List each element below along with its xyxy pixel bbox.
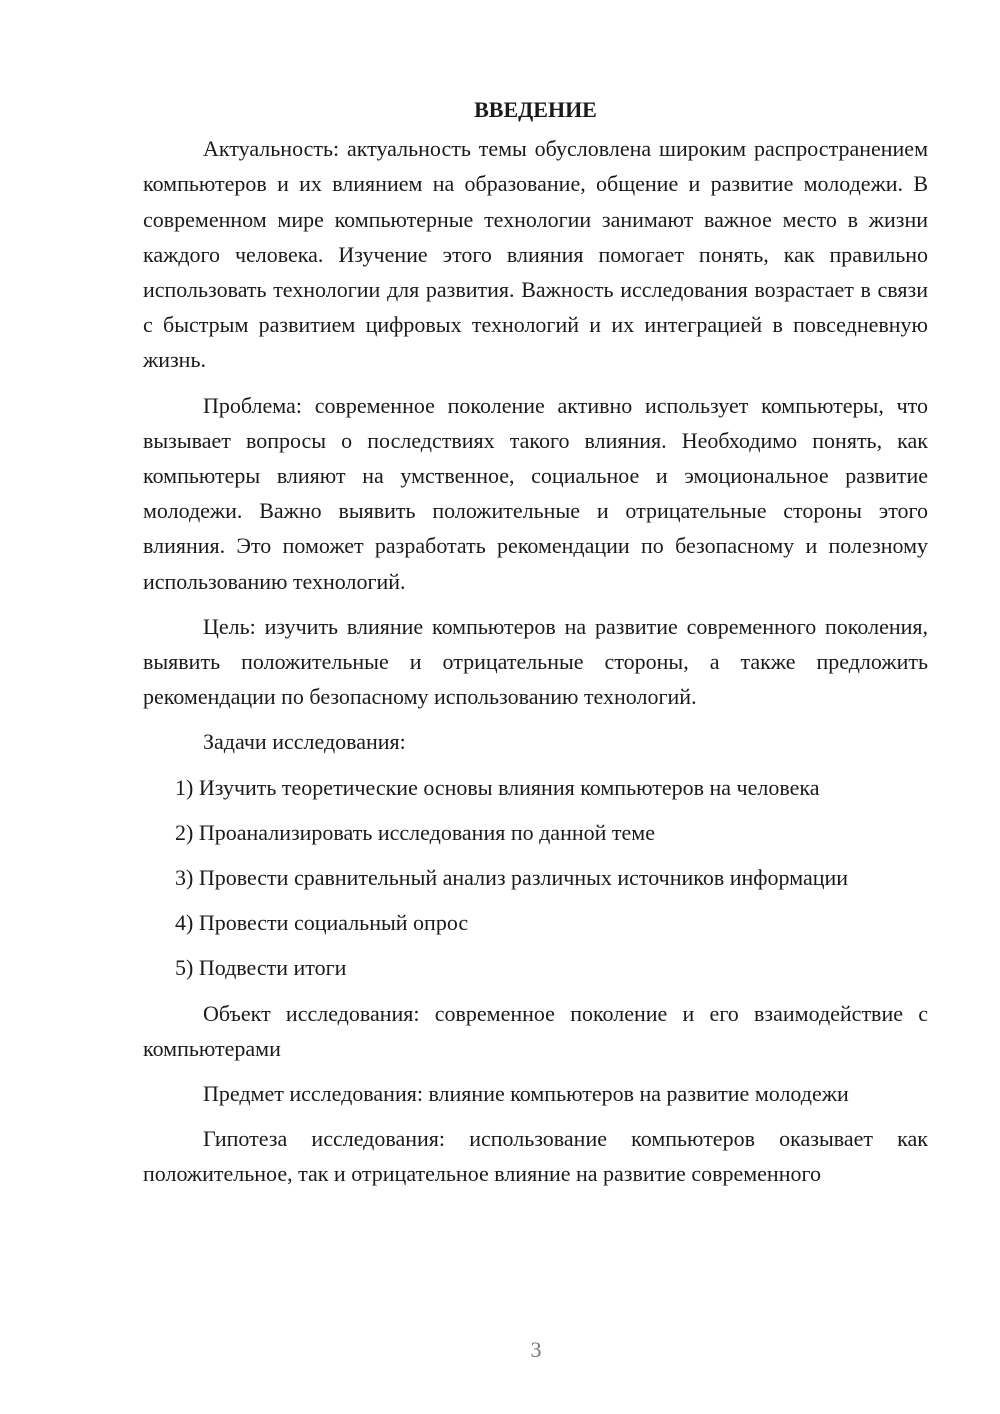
page-title: ВВЕДЕНИЕ	[474, 97, 597, 122]
page-content	[143, 92, 928, 1202]
task-item: 2) Проанализировать исследования по данной теме	[175, 819, 655, 845]
task-item: 3) Провести сравнительный анализ различных источников информации	[175, 865, 849, 891]
paragraph-problem: Проблема: современное поколение активно использует компьютеры, что вызывает вопросы о последствиях такого влияния. Необходимо понять, как компьютеры влияют на умственное, социальное и эмоциональное развитие молодежи. Важно выявить положительные и отрицательные стороны этого влияния. Это поможет разработать рекомендации по безопасному и полезному использованию технологий.	[143, 392, 928, 594]
task-item: 5) Подвести итоги	[175, 955, 347, 981]
paragraph-goal: Цель: изучить влияние компьютеров на развитие современного поколения, выявить положительные и отрицательные стороны, а также предложить рекомендации по безопасному использованию технологий.	[143, 613, 928, 710]
paragraph-object: Объект исследования: современное поколение и его взаимодействие с компьютерами	[143, 1000, 928, 1061]
task-item: 1) Изучить теоретические основы влияния компьютеров на человека	[175, 774, 820, 800]
paragraph-relevance: Актуальность: актуальность темы обусловлена широким распространением компьютеров и их влиянием на образование, общение и развитие молодежи. В современном мире компьютерные технологии занимают важное место в жизни каждого человека. Изучение этого влияния помогает понять, как правильно использовать технологии для развития. Важность исследования возрастает в связи с быстрым развитием цифровых технологий и их интеграцией в повседневную жизнь.	[143, 136, 928, 373]
paragraph-hypothesis: Гипотеза исследования: использование компьютеров оказывает как положительное, так и отрицательное влияние на развитие современного	[143, 1126, 928, 1187]
page-number: 3	[530, 1337, 542, 1362]
paragraph-tasks-heading: Задачи исследования:	[203, 729, 406, 755]
task-item: 4) Провести социальный опрос	[175, 910, 469, 936]
paragraph-subject: Предмет исследования: влияние компьютеров на развитие молодежи	[203, 1081, 849, 1107]
